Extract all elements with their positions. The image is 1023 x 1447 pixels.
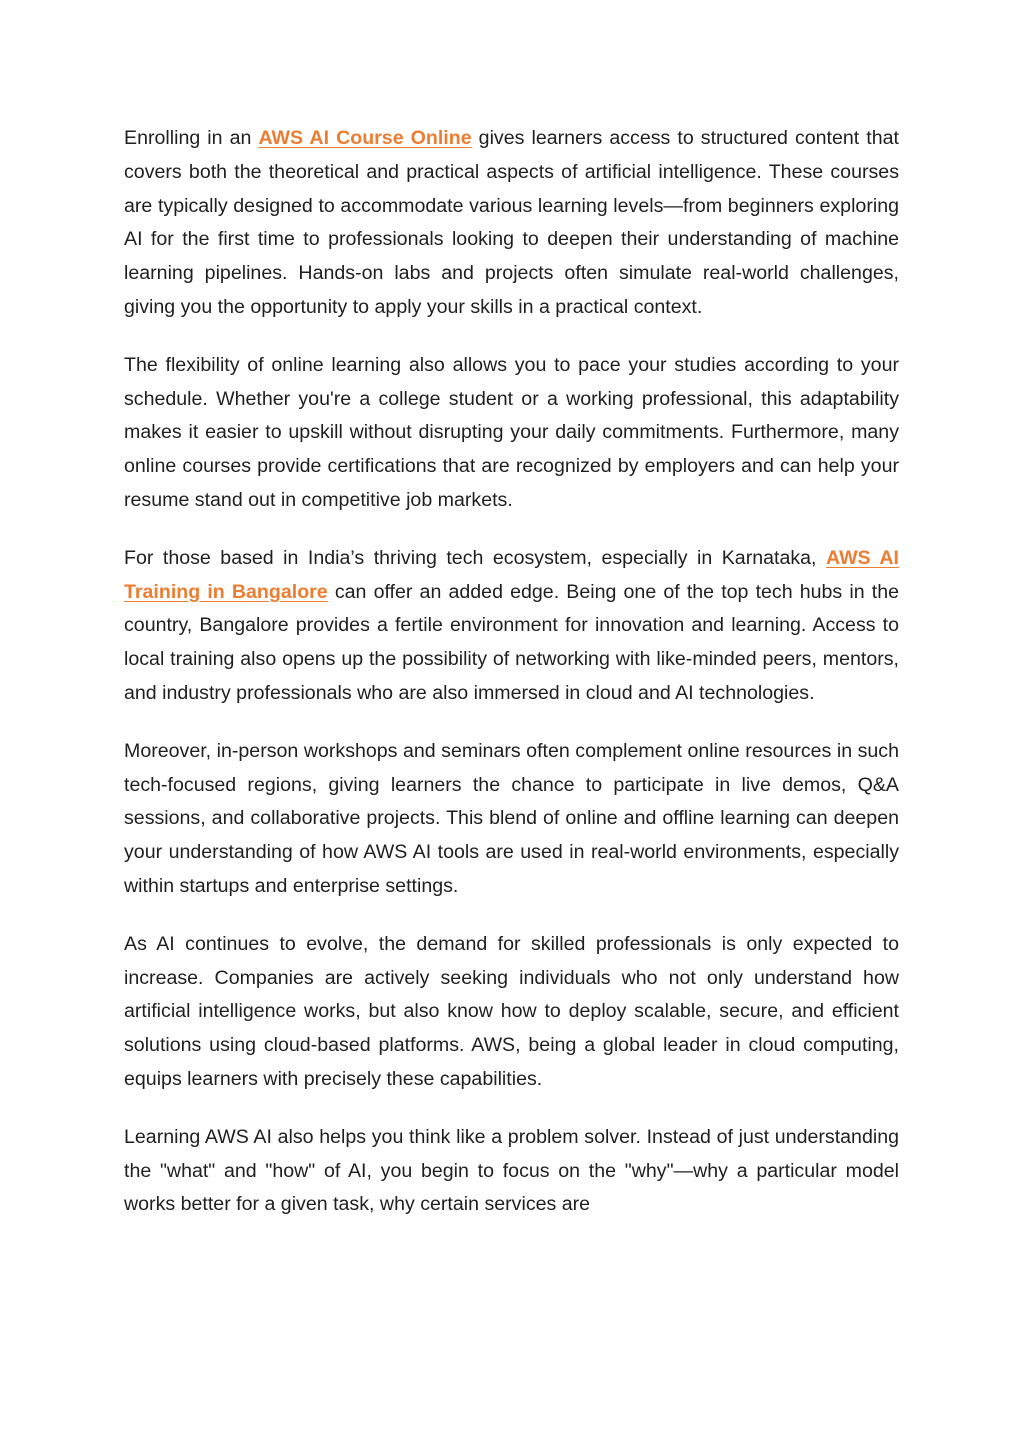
- paragraph-problem-solver: Learning AWS AI also helps you think like a problem solver. Instead of just understanding the "what" and "how" of AI, you begin to focus on the "why"—why a particular model works better for a given task, why certain services are: [124, 1125, 899, 1216]
- paragraph-aws-ai-course-online: [124, 122, 899, 325]
- paragraph-bangalore: [124, 542, 899, 711]
- paragraph-text: For those based in India’s thriving tech ecosystem, especially in Karnataka,: [124, 546, 826, 569]
- paragraph-flexibility: The flexibility of online learning also allows you to pace your studies according to your schedule. Whether you're a college student or a working professional, this adaptability makes it easier to upskill without disrupting your daily commitments. Furthermore, many online courses provide certifications that are recognized by employers and can help your resume stand out in competitive job markets.: [124, 353, 899, 511]
- paragraph-text: gives learners access to structured content that covers both the theoretical and practical aspects of artificial intelligence. These courses are typically designed to accommodate various learning levels—from beginners exploring AI for the first time to professionals looking to deepen their understanding of machine learning pipelines. Hands-on labs and projects often simulate real-world challenges, giving you the opportunity to apply your skills in a practical context.: [124, 127, 899, 318]
- paragraph-text: Enrolling in an: [124, 127, 259, 149]
- document-body: [124, 122, 899, 1222]
- paragraph-text: can offer an added edge. Being one of the top tech hubs in the country, Bangalore provides a fertile environment for innovation and learning. Access to local training also opens up the possibility of networking with like-minded peers, mentors, and industry professionals who are also immersed in cloud and AI technologies.: [124, 580, 899, 704]
- aws-ai-training-bangalore-link[interactable]: AWS AI Training in Bangalore: [124, 546, 899, 603]
- paragraph-demand: As AI continues to evolve, the demand for skilled professionals is only expected to increase. Companies are actively seeking individuals who not only understand how artificial intelligence works, but also know how to deploy scalable, secure, and efficient solutions using cloud-based platforms. AWS, being a global leader in cloud computing, equips learners with precisely these capabilities.: [124, 932, 899, 1090]
- aws-ai-course-online-link[interactable]: AWS AI Course Online: [258, 127, 472, 149]
- paragraph-workshops: Moreover, in-person workshops and seminars often complement online resources in such tech-focused regions, giving learners the chance to participate in live demos, Q&A sessions, and collaborative projects. This blend of online and offline learning can deepen your understanding of how AWS AI tools are used in real-world environments, especially within startups and enterprise settings.: [124, 739, 899, 897]
